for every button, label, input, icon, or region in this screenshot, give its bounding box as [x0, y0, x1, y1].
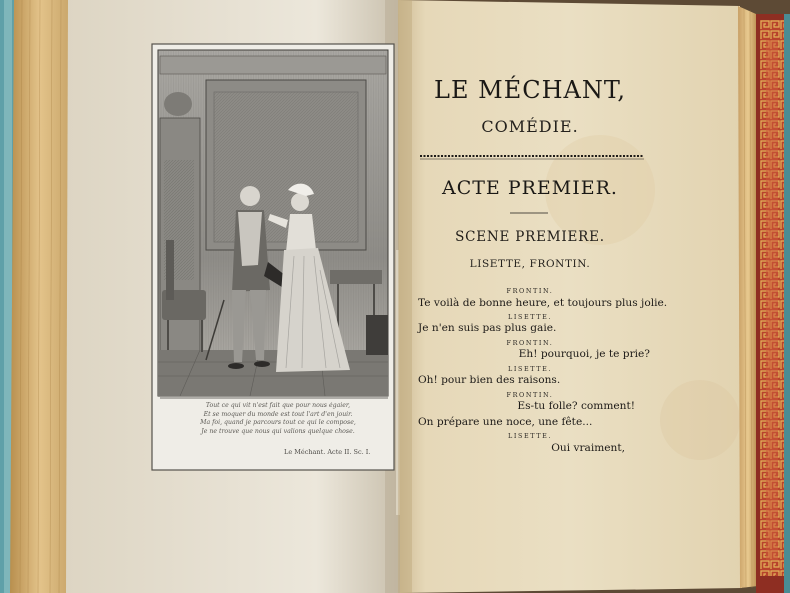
caption-line: Tout ce qui vit n'est fait que pour nous égaier,	[205, 402, 351, 409]
scene-characters: LISETTE, FRONTIN.	[469, 258, 591, 270]
dialogue-line: Eh! pourquoi, je te prie?	[518, 348, 650, 360]
dialogue-line: Oh! pour bien des raisons.	[418, 374, 561, 386]
dialogue-line: Te voilà de bonne heure, et toujours plus jolie.	[418, 297, 668, 309]
speaker-name: FRONTIN.	[506, 391, 554, 399]
speaker-name: LISETTE.	[508, 313, 552, 321]
speaker-name: FRONTIN.	[506, 339, 554, 347]
play-genre: COMÉDIE.	[481, 117, 579, 136]
act-heading: ACTE PREMIER.	[442, 177, 618, 199]
caption-line: Je ne trouve que nous qui valions quelque chose.	[201, 427, 355, 435]
plate-caption	[166, 402, 390, 436]
page-edges-right	[738, 6, 758, 588]
play-title: LE MÉCHANT,	[434, 76, 626, 104]
speaker-name: LISETTE.	[508, 365, 552, 373]
speaker-name: FRONTIN.	[506, 287, 554, 295]
caption-line: Et se moquer du monde est tout l'art d'en jouir.	[203, 410, 353, 418]
dialogue-line: Es-tu folle? comment!	[517, 400, 635, 412]
caption-line: Ma foi, quand je parcours tout ce qui le compose,	[200, 419, 356, 427]
scene-heading: SCENE PREMIERE.	[455, 229, 605, 245]
dialogue-line: Je n'en suis pas plus gaie.	[418, 322, 557, 334]
dialogue-line: On prépare une noce, une fête...	[418, 416, 593, 428]
page-edges-left	[10, 0, 70, 593]
plate-reference: Le Méchant. Acte II. Sc. I.	[284, 448, 371, 456]
dialogue-line: Oui vraiment,	[551, 442, 625, 454]
speaker-name: LISETTE.	[508, 432, 552, 440]
